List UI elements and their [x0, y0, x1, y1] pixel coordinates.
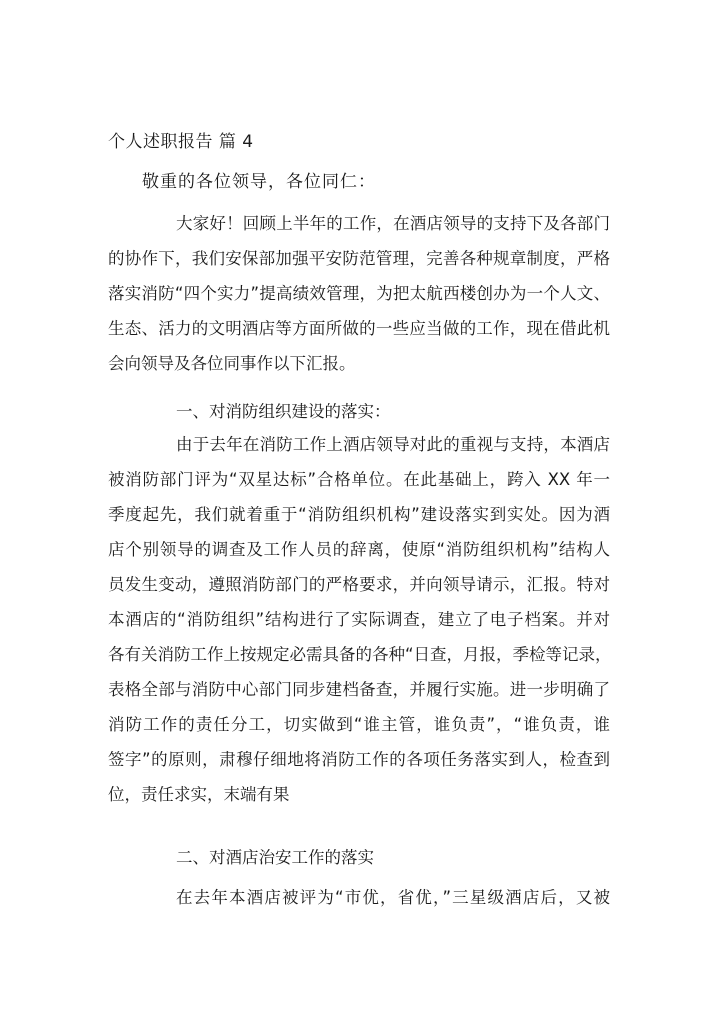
section-heading: 一、对消防组织建设的落实：	[176, 402, 391, 421]
paragraph-line: 本酒店的“消防组织”结构进行了实际调查，建立了电子档案。并对	[108, 610, 610, 629]
paragraph-line: 位，责任求实，末端有果	[108, 785, 290, 804]
paragraph-line: 的协作下，我们安保部加强平安防范管理，完善各种规章制度，严格	[108, 249, 610, 268]
paragraph-line: 落实消防“四个实力”提高绩效管理，为把太航西楼创办为一个人文、	[108, 284, 610, 303]
document-title: 个人述职报告 篇 4	[108, 132, 254, 152]
paragraph-line: 各有关消防工作上按规定必需具备的各种“日查，月报，季检等记录，	[108, 645, 612, 664]
paragraph-line: 大家好！回顾上半年的工作，在酒店领导的支持下及各部门	[176, 214, 610, 233]
paragraph-line: 由于去年在消防工作上酒店领导对此的重视与支持，本酒店	[176, 435, 610, 454]
paragraph-line: 会向领导及各位同事作以下汇报。	[108, 354, 356, 373]
section-heading: 二、对酒店治安工作的落实	[176, 848, 374, 867]
paragraph-line: 季度起先，我们就着重于“消防组织机构”建设落实到实处。因为酒	[108, 505, 610, 524]
section-heading-fire-organization	[108, 394, 610, 429]
paragraph-line: 表格全部与消防中心部门同步建档备查，并履行实施。进一步明确了	[108, 680, 610, 699]
section-heading-security	[108, 840, 610, 875]
paragraph-line: 生态、活力的文明酒店等方面所做的一些应当做的工作，现在借此机	[108, 319, 610, 338]
paragraph-line: 员发生变动，遵照消防部门的严格要求，并向领导请示，汇报。特对	[108, 575, 610, 594]
paragraph-line: 被消防部门评为“双星达标”合格单位。在此基础上，跨入 XX 年一	[108, 470, 610, 489]
paragraph-line: 在去年本酒店被评为“市优，省优，”三星级酒店后，又被	[176, 888, 610, 907]
paragraph-line: 消防工作的责任分工，切实做到“谁主管，谁负责”，“谁负责，谁	[108, 715, 610, 734]
paragraph-line: 店个别领导的调查及工作人员的辞离，使原“消防组织机构”结构人	[108, 540, 610, 559]
paragraph-line: 签字”的原则，肃穆仔细地将消防工作的各项任务落实到人，检查到	[108, 750, 610, 769]
paragraph-intro	[108, 206, 610, 381]
greeting-line: 敬重的各位领导，各位同仁：	[142, 172, 376, 192]
paragraph-security	[108, 880, 610, 915]
paragraph-fire-organization	[108, 427, 610, 812]
